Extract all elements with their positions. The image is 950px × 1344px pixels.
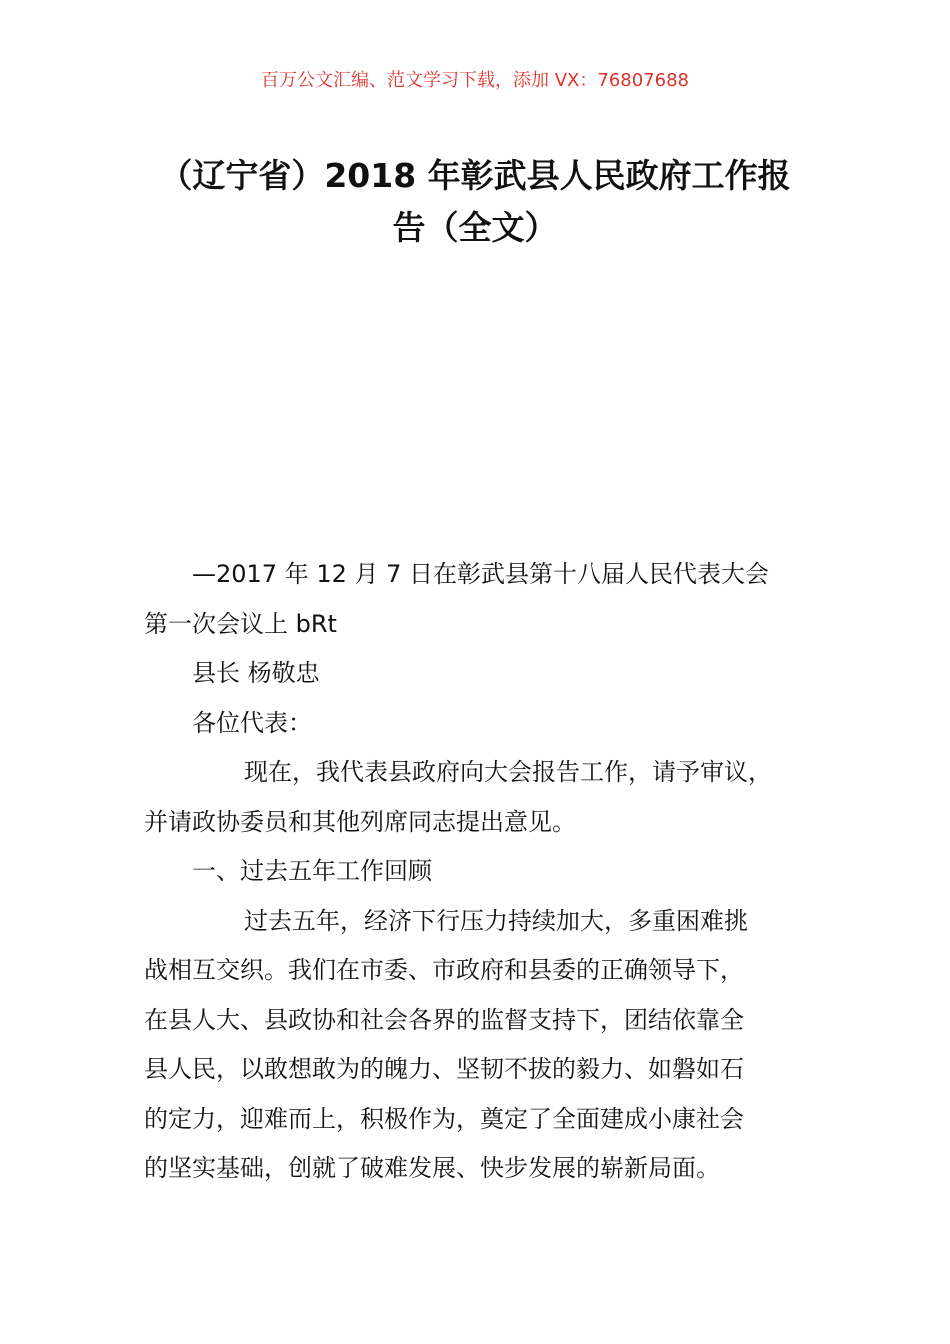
speaker-line: 县长 杨敬忠 [192,659,320,687]
speech-date-line-cont: 第一次会议上 bRt [144,609,337,638]
document-body [144,550,834,1194]
paragraph-line: 在县人大、县政协和社会各界的监督支持下，团结依靠全 [144,1005,744,1034]
paragraph-line: 过去五年，经济下行压力持续加大，多重困难挑 [244,906,748,935]
section-heading: 一、过去五年工作回顾 [192,857,432,885]
speech-date-line: —2017 年 12 月 7 日在彰武县第十八届人民代表大会 [192,560,770,588]
paragraph-line: 的定力，迎难而上，积极作为，奠定了全面建成小康社会 [144,1104,744,1133]
paragraph-line: 战相互交织。我们在市委、市政府和县委的正确领导下， [144,956,744,984]
paragraph-line: 现在，我代表县政府向大会报告工作，请予审议， [244,758,772,786]
title-line-1: （辽宁省）2018 年彰武县人民政府工作报 [159,156,791,195]
title-line-2: 告（全文） [392,208,558,247]
paragraph-line: 的坚实基础，创就了破难发展、快步发展的崭新局面。 [144,1154,720,1182]
header-watermark-note: 百万公文汇编、范文学习下载，添加 VX：76807688 [261,70,689,91]
salutation: 各位代表： [192,708,312,737]
paragraph-line: 县人民，以敢想敢为的魄力、坚韧不拔的毅力、如磐如石 [144,1055,744,1083]
document-title [120,150,830,254]
paragraph-line: 并请政协委员和其他列席同志提出意见。 [144,807,576,836]
